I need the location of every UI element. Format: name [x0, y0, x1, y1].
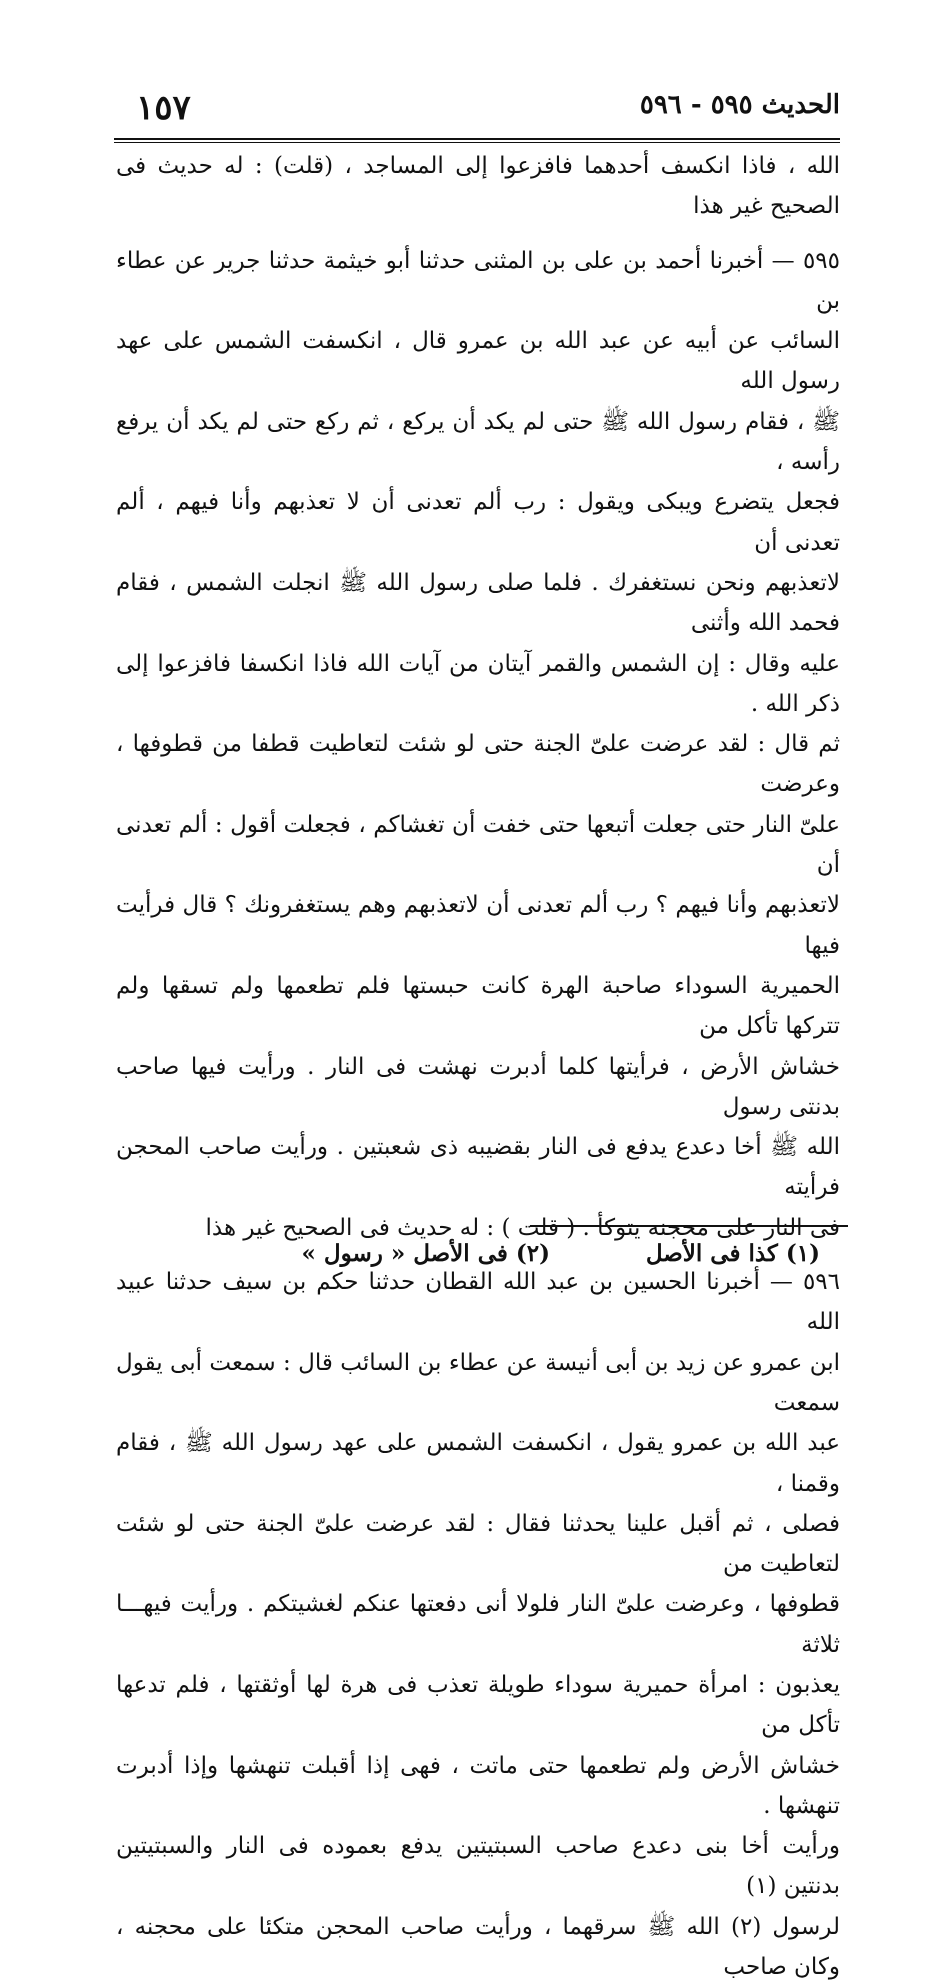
- text-line: فجعل يتضرع ويبكى ويقول : رب ألم تعدنى أن لا تعذبهم وأنا فيهم ، ألم تعدنى أن: [116, 489, 840, 556]
- footnote-divider: [530, 1225, 848, 1227]
- text-line: ﷺ ، فقام رسول الله ﷺ حتى لم يكد أن يركع ، ثم ركع حتى لم يكد أن يرفع رأسه ،: [116, 408, 840, 476]
- page-number: ١٥٧: [136, 88, 191, 128]
- text-line: لاتعذبهم وأنا فيهم ؟ رب ألم تعدنى أن لاتعذبهم وهم يستغفرونك ؟ قال فرأيت فيها: [116, 892, 840, 959]
- text-line: علىّ النار حتى جعلت أتبعها حتى خفت أن تغشاكم ، فجعلت أقول : ألم تعدنى أن: [116, 811, 840, 879]
- running-title: الحديث ٥٩٥ - ٥٩٦: [639, 90, 840, 120]
- text-line: ثم قال : لقد عرضت علىّ الجنة حتى لو شئت لتعاطيت قطفا من قطوفها ، وعرضت: [116, 731, 840, 798]
- paragraph-gap: [116, 227, 840, 241]
- text-line: الحميرية السوداء صاحبة الهرة كانت حبستها فلم تطعمها ولم تسقها ولم تتركها تأكل من: [116, 972, 841, 1040]
- main-text: [116, 146, 840, 1987]
- text-line: الله ، فاذا انكسف أحدهما فافزعوا إلى المساجد ، (قلت) : له حديث فى الصحيح غير هذا: [116, 153, 840, 220]
- text-line: ورأيت أخا بنى دعدع صاحب السبتيتين يدفع بعموده فى النار والسبتيتين بدنتين (١): [116, 1833, 840, 1900]
- footnotes: [301, 1240, 820, 1280]
- footnote-1: (١) كذا فى الأصل: [645, 1240, 820, 1267]
- text-line: خشاش الأرض ، فرأيتها كلما أدبرت نهشت فى النار . ورأيت فيها صاحب بدنتى رسول: [116, 1053, 840, 1120]
- text-line: قطوفها ، وعرضت علىّ النار فلولا أنى دفعتها عنكم لغشيتكم . ورأيت فيهـــا ثلاثة: [116, 1591, 840, 1658]
- text-line: ابن عمرو عن زيد بن أبى أنيسة عن عطاء بن السائب قال : سمعت أبى يقول سمعت: [116, 1349, 840, 1416]
- text-line: فى النار على محجنه يتوكأ . ( قلت ) : له حديث فى الصحيح غير هذا: [205, 1214, 840, 1241]
- page-header: [118, 88, 840, 136]
- text-line: عبد الله بن عمرو يقول ، انكسفت الشمس على عهد رسول الله ﷺ ، فقام وقمنا ،: [116, 1430, 840, 1497]
- text-line: ٥٩٦ — أخبرنا الحسين بن عبد الله القطان حدثنا حكم بن سيف حدثنا عبيد الله: [116, 1269, 840, 1336]
- text-line: فصلى ، ثم أقبل علينا يحدثنا فقال : لقد عرضت علىّ الجنة حتى لو شئت لتعاطيت من: [116, 1510, 840, 1578]
- text-line: الله ﷺ أخا دعدع يدفع فى النار بقضيبه ذى شعبتين . ورأيت صاحب المحجن فرأيته: [116, 1134, 840, 1201]
- text-line: لرسول (٢) الله ﷺ سرقهما ، ورأيت صاحب المحجن متكئا على محجنه ، وكان صاحب: [116, 1913, 840, 1981]
- header-divider: [114, 138, 840, 143]
- text-line: لاتعذبهم ونحن نستغفرك . فلما صلى رسول الله ﷺ انجلت الشمس ، فقام فحمد الله وأثنى: [116, 569, 840, 637]
- text-line: يعذبون : امرأة حميرية سوداء طويلة تعذب فى هرة لها أوثقتها ، فلم تدعها تأكل من: [116, 1671, 840, 1739]
- text-line: خشاش الأرض ولم تطعمها حتى ماتت ، فهى إذا أقبلت تنهشها وإذا أدبرت تنهشها .: [116, 1752, 840, 1819]
- text-line: عليه وقال : إن الشمس والقمر آيتان من آيات الله فاذا انكسفا فافزعوا إلى ذكر الله .: [116, 650, 840, 717]
- text-line: ٥٩٥ — أخبرنا أحمد بن على بن المثنى حدثنا أبو خيثمة حدثنا جرير عن عطاء بن: [116, 247, 840, 314]
- footnote-2: (٢) فى الأصل « رسول »: [301, 1240, 550, 1267]
- text-line: السائب عن أبيه عن عبد الله بن عمرو قال ، انكسفت الشمس على عهد رسول الله: [116, 328, 840, 395]
